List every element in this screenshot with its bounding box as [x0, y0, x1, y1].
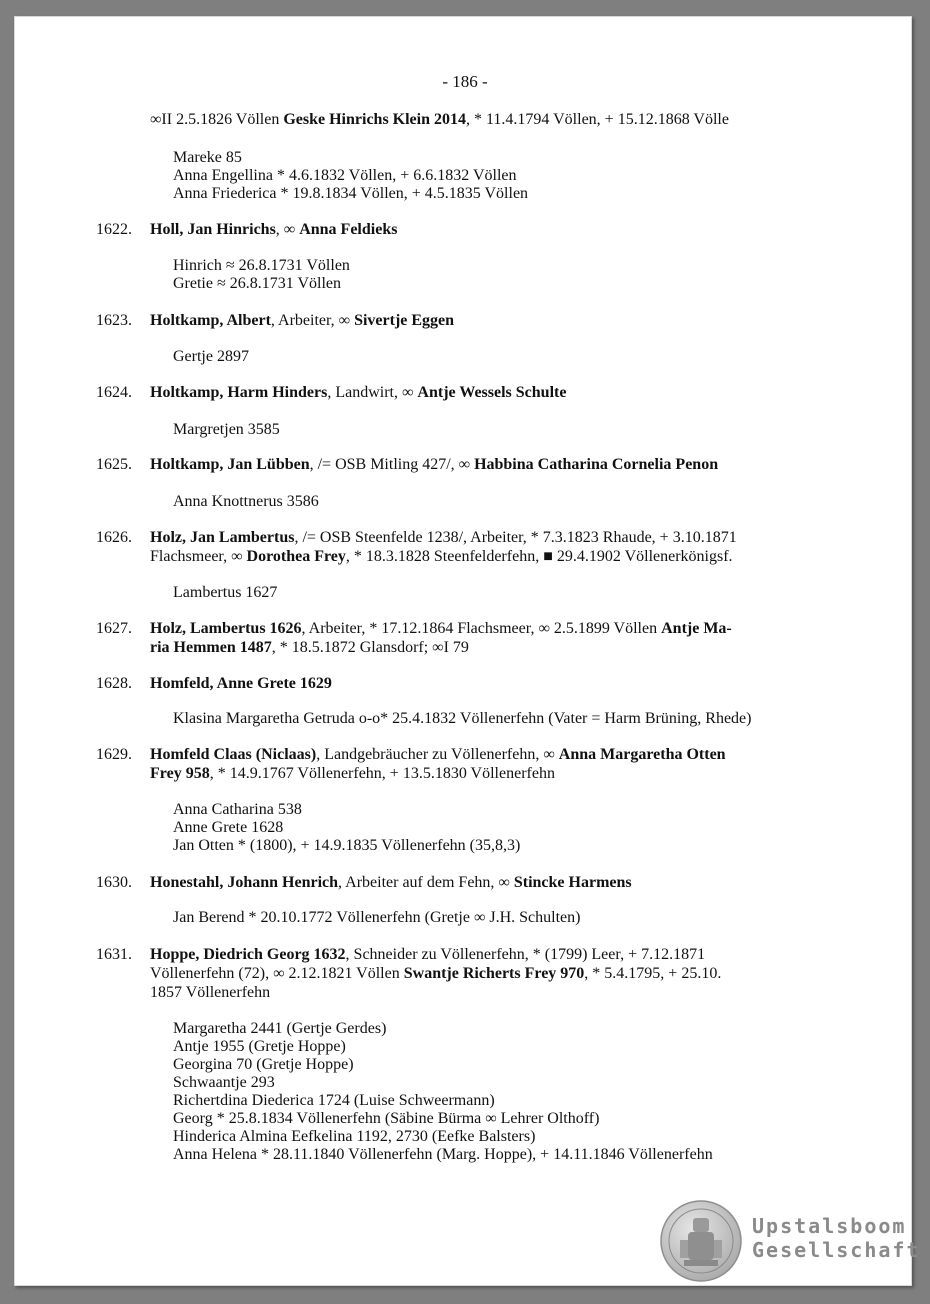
child-line: Georgina 70 (Gretje Hoppe) — [173, 1056, 354, 1073]
child-line: Georg * 25.8.1834 Völlenerfehn (Säbine Bürma ∞ Lehrer Olthoff) — [173, 1110, 600, 1127]
child-line: Anna Friederica * 19.8.1834 Völlen, + 4.5.1835 Völlen — [173, 185, 529, 202]
society-logo-text — [752, 1214, 921, 1262]
child-line: Lambertus 1627 — [173, 584, 278, 601]
entry-heading-line: ∞II 2.5.1826 Völlen Geske Hinrichs Klein 2014, * 11.4.1794 Völlen, + 15.12.1868 Völle — [150, 111, 729, 128]
child-line: Gertje 2897 — [173, 348, 249, 365]
child-line: Anna Engellina * 4.6.1832 Völlen, + 6.6.1832 Völlen — [173, 167, 517, 184]
entry-heading-line: Holtkamp, Harm Hinders, Landwirt, ∞ Antje Wessels Schulte — [150, 384, 567, 401]
entry-number: 1623. — [96, 312, 132, 329]
logo-line-1: Upstalsboom — [752, 1214, 907, 1238]
child-line: Margaretha 2441 (Gertje Gerdes) — [173, 1020, 387, 1037]
seal-emblem-icon — [660, 1200, 742, 1282]
entry-number: 1629. — [96, 746, 132, 763]
child-line: Margretjen 3585 — [173, 421, 280, 438]
child-line: Anna Knottnerus 3586 — [173, 493, 319, 510]
entry-number: 1630. — [96, 874, 132, 891]
entry-number: 1631. — [96, 946, 132, 963]
entry-heading-line: Holz, Lambertus 1626, Arbeiter, * 17.12.1864 Flachsmeer, ∞ 2.5.1899 Völlen Antje Ma- — [150, 620, 732, 637]
entry-heading-line: Holtkamp, Jan Lübben, /= OSB Mitling 427/, ∞ Habbina Catharina Cornelia Penon — [150, 456, 719, 473]
child-line: Anna Helena * 28.11.1840 Völlenerfehn (Marg. Hoppe), + 14.11.1846 Völlenerfehn — [173, 1146, 713, 1163]
child-line: Antje 1955 (Gretje Hoppe) — [173, 1038, 346, 1055]
entry-number: 1627. — [96, 620, 132, 637]
entry-heading-line: Holtkamp, Albert, Arbeiter, ∞ Sivertje Eggen — [150, 312, 455, 329]
entry-heading-line: ria Hemmen 1487, * 18.5.1872 Glansdorf; ∞I 79 — [150, 639, 469, 656]
logo-line-2: Gesellschaft — [752, 1238, 921, 1262]
child-line: Hinderica Almina Eefkelina 1192, 2730 (Eefke Balsters) — [173, 1128, 536, 1145]
entry-number: 1628. — [96, 675, 132, 692]
entry-heading-line: Homfeld, Anne Grete 1629 — [150, 675, 332, 692]
page-number: - 186 - — [442, 72, 488, 91]
child-line: Richertdina Diederica 1724 (Luise Schweermann) — [173, 1092, 495, 1109]
child-line: Jan Otten * (1800), + 14.9.1835 Völlenerfehn (35,8,3) — [173, 837, 521, 854]
entry-heading-line: Homfeld Claas (Niclaas), Landgebräucher zu Völlenerfehn, ∞ Anna Margaretha Otten — [150, 746, 726, 763]
entry-heading-line: Völlenerfehn (72), ∞ 2.12.1821 Völlen Swantje Richerts Frey 970, * 5.4.1795, + 25.10. — [150, 965, 722, 982]
child-line: Anne Grete 1628 — [173, 819, 284, 836]
entry-number: 1622. — [96, 221, 132, 238]
entry-number: 1626. — [96, 529, 132, 546]
child-line: Hinrich ≈ 26.8.1731 Völlen — [173, 257, 350, 274]
entry-number: 1624. — [96, 384, 132, 401]
entry-heading-line: Flachsmeer, ∞ Dorothea Frey, * 18.3.1828 Steenfelderfehn, ■ 29.4.1902 Völlenerkönigsf. — [150, 548, 733, 565]
child-line: Schwaantje 293 — [173, 1074, 275, 1091]
entry-heading-line: Holz, Jan Lambertus, /= OSB Steenfelde 1238/, Arbeiter, * 7.3.1823 Rhaude, + 3.10.1871 — [150, 529, 737, 546]
entry-heading-line: Honestahl, Johann Henrich, Arbeiter auf dem Fehn, ∞ Stincke Harmens — [150, 874, 632, 891]
child-line: Mareke 85 — [173, 149, 242, 166]
child-line: Klasina Margaretha Getruda o-o* 25.4.1832 Völlenerfehn (Vater = Harm Brüning, Rhede) — [173, 710, 752, 727]
entry-heading-line: 1857 Völlenerfehn — [150, 984, 271, 1001]
child-line: Anna Catharina 538 — [173, 801, 302, 818]
entry-heading-line: Hoppe, Diedrich Georg 1632, Schneider zu Völlenerfehn, * (1799) Leer, + 7.12.1871 — [150, 946, 706, 963]
entry-number: 1625. — [96, 456, 132, 473]
entry-heading-line: Frey 958, * 14.9.1767 Völlenerfehn, + 13.5.1830 Völlenerfehn — [150, 765, 555, 782]
child-line: Gretie ≈ 26.8.1731 Völlen — [173, 275, 342, 292]
child-line: Jan Berend * 20.10.1772 Völlenerfehn (Gretje ∞ J.H. Schulten) — [173, 909, 581, 926]
entry-heading-line: Holl, Jan Hinrichs, ∞ Anna Feldieks — [150, 221, 398, 238]
